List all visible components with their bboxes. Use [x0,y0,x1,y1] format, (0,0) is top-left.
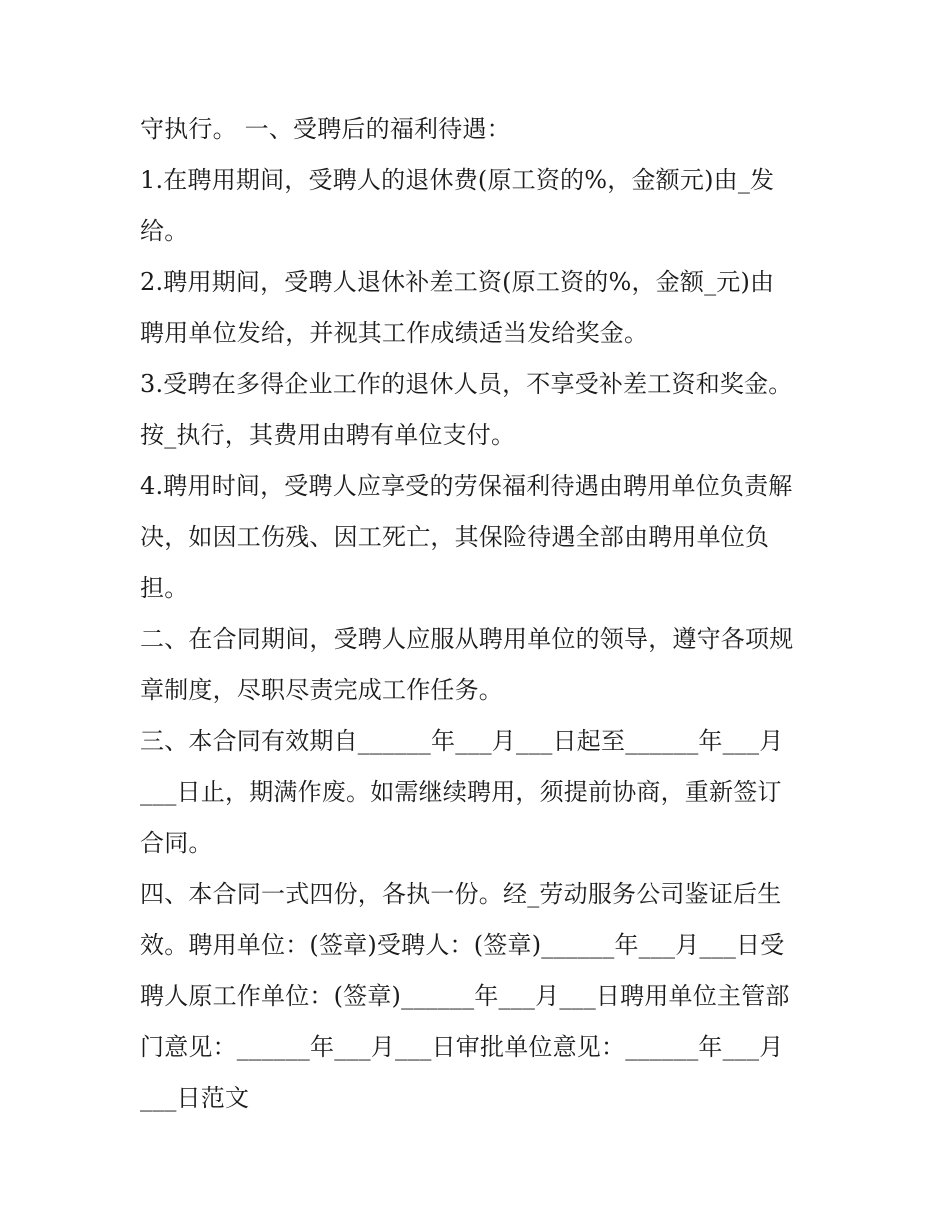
text-line: 章制度，尽职尽责完成工作任务。 [140,676,503,704]
text-line: ___日范文 [140,1084,250,1112]
text-line: 聘用单位发给，并视其工作成绩适当发给奖金。 [140,319,649,347]
text-line: 二、在合同期间，受聘人应服从聘用单位的领导，遵守各项规 [140,625,794,653]
text-line: 四、本合同一式四份，各执一份。经_劳动服务公司鉴证后生 [140,880,782,908]
text-line: 决，如因工伤残、因工死亡，其保险待遇全部由聘用单位负 [140,523,770,551]
document-body [140,104,820,1124]
text-line: 按_执行，其费用由聘有单位支付。 [140,421,516,449]
text-line: 合同。 [140,829,213,857]
text-line: 3.受聘在多得企业工作的退休人员，不享受补差工资和奖金。 [140,370,793,398]
text-line: 聘人原工作单位：(签章)______年___月___日聘用单位主管部 [140,982,790,1010]
text-line: 给。 [140,217,189,245]
text-line: 4.聘用时间，受聘人应享受的劳保福利待遇由聘用单位负责解 [140,472,793,500]
text-line: 守执行。 一、受聘后的福利待遇： [140,115,511,143]
text-line: 1.在聘用期间，受聘人的退休费(原工资的%，金额元)由_发 [140,166,775,194]
text-line: ___日止，期满作废。如需继续聘用，须提前协商，重新签订 [140,778,782,806]
text-line: 门意见：______年___月___日审批单位意见：______年___月 [140,1033,784,1061]
text-line: 三、本合同有效期自______年___月___日起至______年___月 [140,727,784,755]
text-line: 2.聘用期间，受聘人退休补差工资(原工资的%，金额_元)由 [140,268,775,296]
text-line: 担。 [140,574,189,602]
text-line: 效。聘用单位：(签章)受聘人：(签章)______年___月___日受 [140,931,785,959]
